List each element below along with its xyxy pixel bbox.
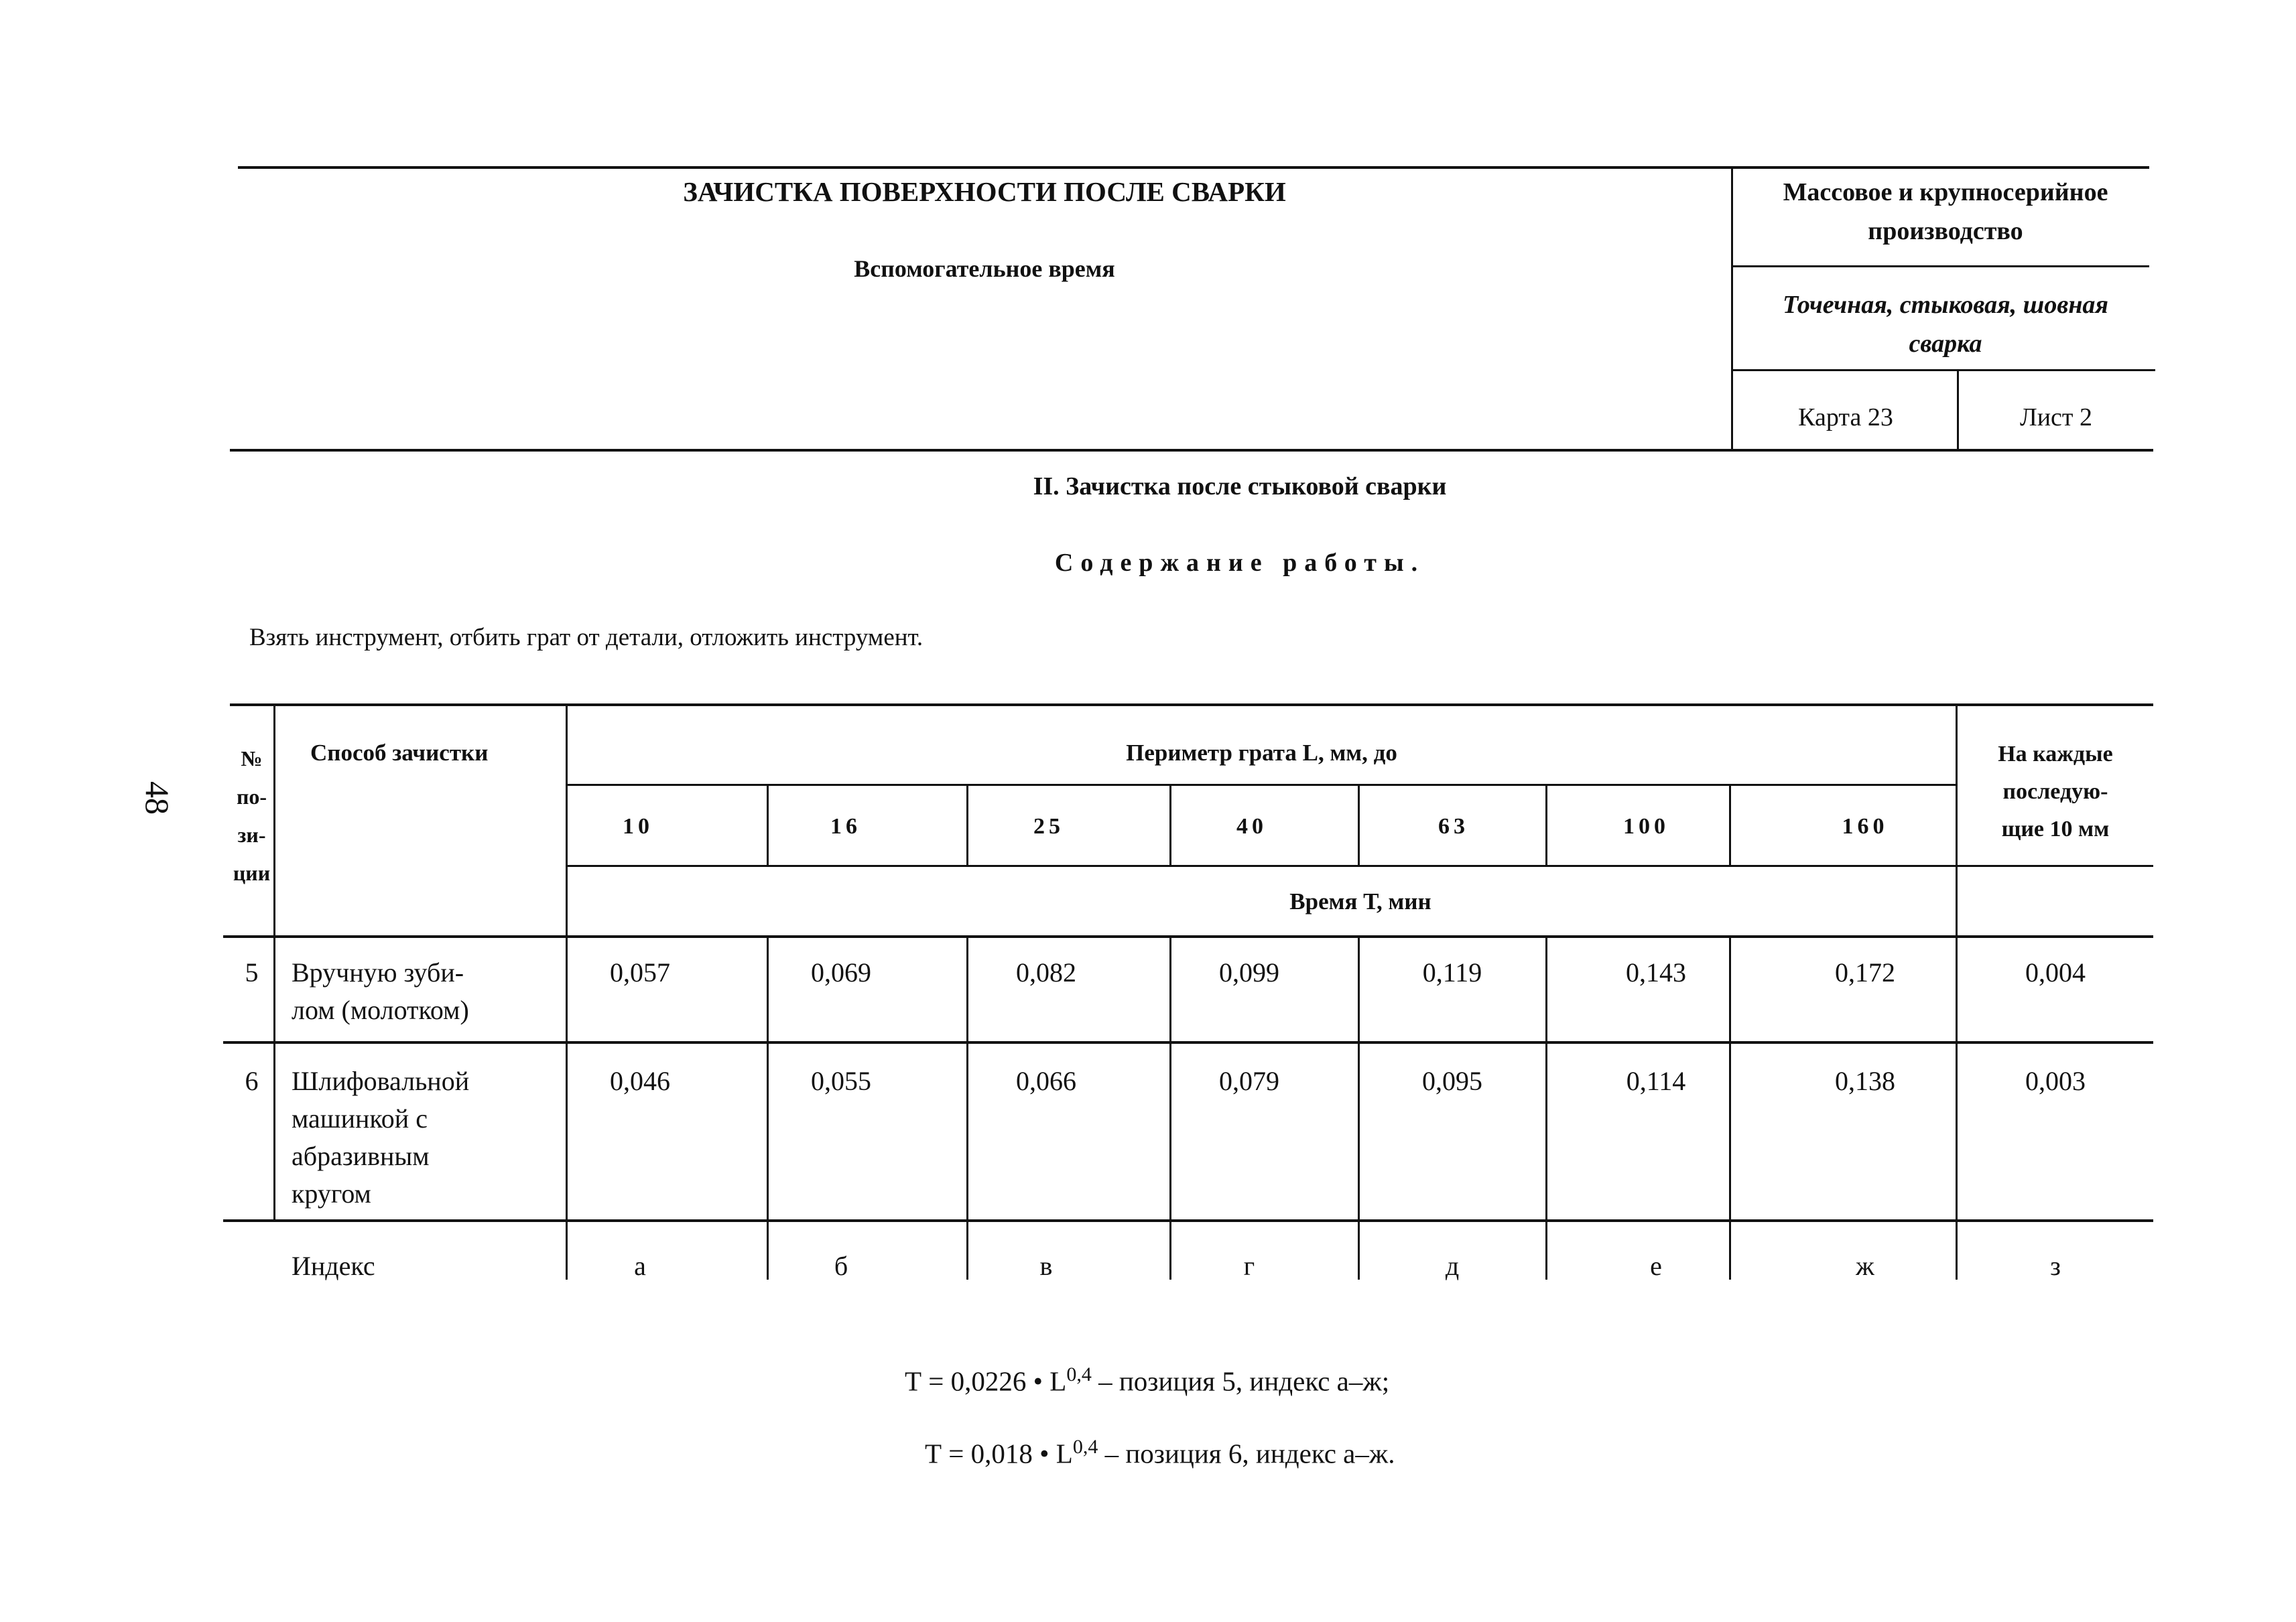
table-top-rule xyxy=(230,703,2153,706)
position-col-line xyxy=(273,705,275,1221)
header-body-rule xyxy=(223,935,2153,938)
cell-value: 0,057 xyxy=(610,957,670,988)
row-position: 5 xyxy=(245,957,259,988)
position-header-line: ции xyxy=(233,861,271,885)
formula-lhs: Т = 0,018 • L xyxy=(925,1438,1073,1469)
row-method-line: машинкой с xyxy=(292,1103,428,1134)
time-header: Время Т, мин xyxy=(1289,888,1431,915)
row-method-line: лом (молотком) xyxy=(292,995,469,1025)
time-rule xyxy=(568,865,2153,867)
card-number: Карта 23 xyxy=(1798,403,1893,431)
index-value: в xyxy=(1039,1251,1053,1281)
row-method-line: абразивным xyxy=(292,1141,430,1171)
method-col-line xyxy=(566,705,568,1280)
cell-value: 0,046 xyxy=(610,1066,670,1096)
row-method-line: Шлифовальной xyxy=(292,1066,470,1096)
cell-value: 0,003 xyxy=(2025,1066,2086,1096)
sheet-number: Лист 2 xyxy=(2019,403,2093,431)
perimeter-rule xyxy=(568,784,1957,786)
cell-value: 0,066 xyxy=(1016,1066,1076,1096)
row-position: 6 xyxy=(245,1066,259,1096)
cell-value: 0,069 xyxy=(811,957,871,988)
index-value: б xyxy=(834,1251,848,1281)
welding-line-2: сварка xyxy=(1909,330,1982,358)
index-value: з xyxy=(2050,1251,2061,1281)
index-value: а xyxy=(634,1251,646,1281)
row-method-line: Вручную зуби- xyxy=(292,957,464,988)
index-value: е xyxy=(1650,1251,1662,1281)
production-line-1: Массовое и крупносерийное xyxy=(1783,178,2108,206)
position-header-line: зи- xyxy=(237,823,266,847)
row-divider xyxy=(223,1041,2153,1044)
content-heading: Содержание работы. xyxy=(1054,549,1425,577)
cell-value: 0,055 xyxy=(811,1066,871,1096)
formula-rhs: – позиция 5, индекс а–ж; xyxy=(1091,1365,1390,1397)
header-top-rule xyxy=(238,166,2149,169)
method-header: Способ зачистки xyxy=(310,740,489,766)
index-value: г xyxy=(1243,1251,1255,1281)
perimeter-header: Периметр грата L, мм, до xyxy=(1126,740,1397,766)
cell-value: 0,143 xyxy=(1626,957,1686,988)
cell-value: 0,099 xyxy=(1219,957,1279,988)
cell-value: 0,138 xyxy=(1835,1066,1895,1096)
formula-exponent: 0,4 xyxy=(1072,1436,1098,1458)
each-next-header-line: последую- xyxy=(2002,779,2108,804)
perimeter-value: 10 xyxy=(623,814,653,839)
welding-type xyxy=(1734,285,2157,363)
page-number: 48 xyxy=(139,781,176,815)
formula-position-6 xyxy=(925,1436,1395,1470)
cell-value: 0,004 xyxy=(2025,957,2086,988)
formula-rhs: – позиция 6, индекс а–ж. xyxy=(1098,1438,1395,1469)
perimeter-value: 63 xyxy=(1438,814,1469,839)
header-divider xyxy=(1731,167,1733,450)
cell-value: 0,082 xyxy=(1016,957,1076,988)
cell-value: 0,119 xyxy=(1422,957,1482,988)
header-right-rule-1 xyxy=(1732,265,2149,267)
page-title: ЗАЧИСТКА ПОВЕРХНОСТИ ПОСЛЕ СВАРКИ xyxy=(683,176,1286,207)
row-method-line: кругом xyxy=(292,1178,371,1209)
formula-lhs: Т = 0,0226 • L xyxy=(905,1365,1067,1397)
section-title: II. Зачистка после стыковой сварки xyxy=(1033,472,1447,500)
perimeter-value: 16 xyxy=(830,814,861,839)
index-value: д xyxy=(1445,1251,1460,1281)
production-line-2: производство xyxy=(1868,217,2023,245)
position-header-line: № xyxy=(241,746,263,770)
position-header xyxy=(230,740,273,892)
row-method xyxy=(292,1063,560,1213)
page-subtitle: Вспомогательное время xyxy=(854,255,1115,282)
formula-exponent: 0,4 xyxy=(1066,1363,1092,1386)
cell-value: 0,114 xyxy=(1626,1066,1686,1096)
perimeter-value: 160 xyxy=(1842,814,1889,839)
each-next-header-line: На каждые xyxy=(1998,742,2113,766)
production-type xyxy=(1734,173,2157,251)
perimeter-value: 100 xyxy=(1623,814,1669,839)
cell-value: 0,172 xyxy=(1835,957,1895,988)
table-bottom-rule xyxy=(223,1219,2153,1222)
perimeter-value: 25 xyxy=(1033,814,1064,839)
cell-value: 0,079 xyxy=(1219,1066,1279,1096)
header-right-rule-2 xyxy=(1732,369,2155,371)
index-label: Индекс xyxy=(292,1251,375,1281)
formula-position-5 xyxy=(905,1363,1389,1398)
perimeter-value: 40 xyxy=(1236,814,1267,839)
index-value: ж xyxy=(1856,1251,1874,1281)
position-header-line: по- xyxy=(236,785,267,809)
header-bottom-rule xyxy=(230,449,2153,452)
welding-line-1: Точечная, стыковая, шовная xyxy=(1783,291,2108,319)
each-next-header-line: щие 10 мм xyxy=(2001,817,2110,841)
row-method xyxy=(292,954,560,1029)
cell-value: 0,095 xyxy=(1422,1066,1482,1096)
content-text: Взять инструмент, отбить грат от детали, отложить инструмент. xyxy=(249,624,923,651)
